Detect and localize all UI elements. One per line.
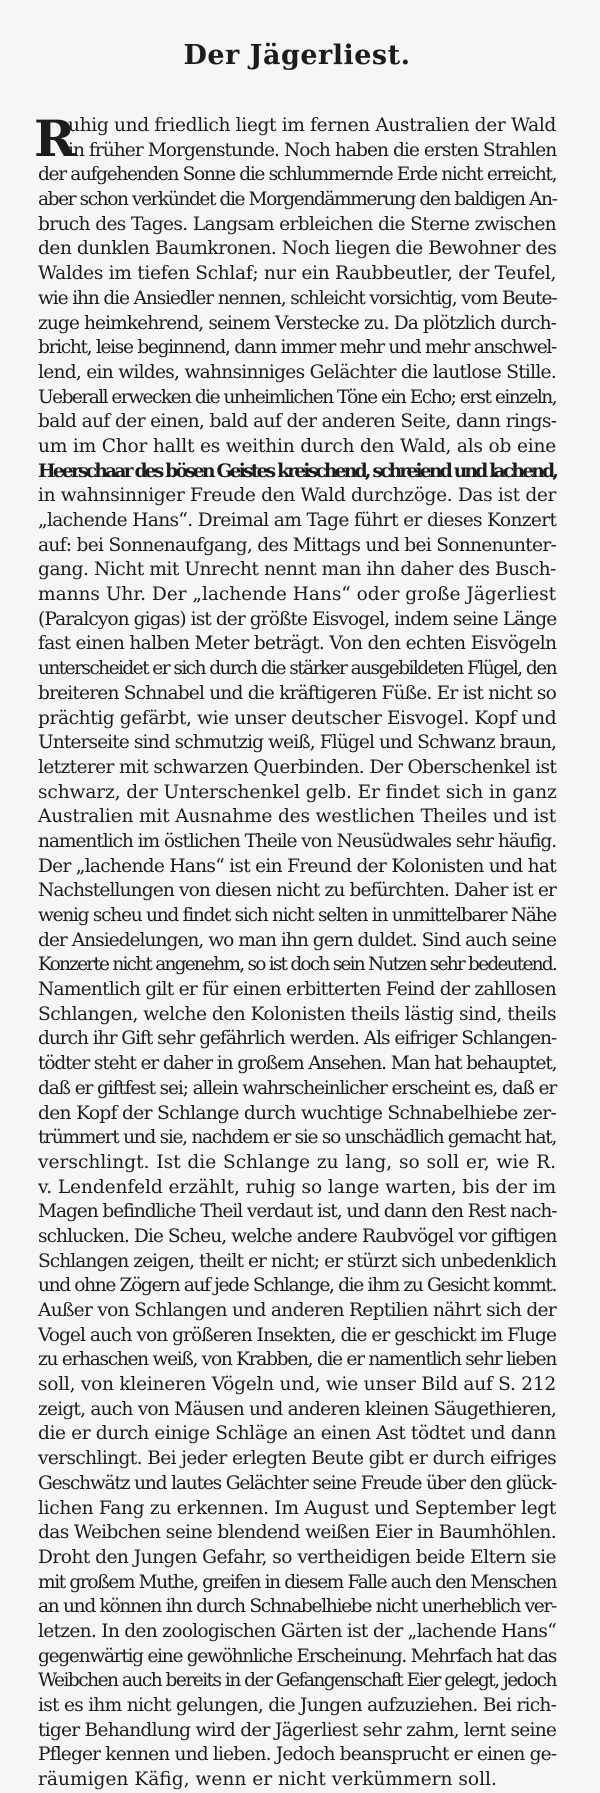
text-line: Außer von Schlangen und anderen Reptilien nährt sich der [38,1300,556,1321]
text-line: auf: bei Sonnenaufgang, des Mittags und bei Sonnenunter- [38,534,557,556]
text-line: zu erhaschen weiß, von Krabben, die er namentlich sehr lieben [38,1349,556,1371]
text-line: bruch des Tages. Langsam erbleichen die Sterne zwischen [38,213,556,235]
article-title: Der Jägerliest. [183,40,411,71]
text-line: Ueberall erwecken die unheimlichen Töne ein Echo; erst einzeln, [38,386,556,408]
text-line: uhig und friedlich liegt im fernen Australien der Wald [68,115,556,136]
text-line: Schlangen zeigen, theilt er nicht; er stürzt sich unbedenklich [38,1250,556,1272]
text-line: Unterseite sind schmutzig weiß, Flügel und Schwanz braun, [38,732,556,754]
text-line: Weibchen auch bereits in der Gefangenschaft Eier gelegt, jedoch [38,1670,556,1692]
text-line: mit großem Muthe, greifen in diesem Falle auch den Menschen [38,1571,557,1593]
text-line: verschlingt. Ist die Schlange zu lang, so soll er, wie R. [38,1151,556,1173]
text-line: Schlangen, welche den Kolonisten theils lästig sind, theils [38,1003,557,1025]
text-line: bricht, leise beginnend, dann immer mehr und mehr anschwel- [38,337,556,359]
text-line: unterscheidet er sich durch die stärker ausgebildeten Flügel, den [38,658,556,680]
text-line: fast einen halben Meter beträgt. Von den echten Eisvögeln [38,633,557,655]
text-line: Namentlich gilt er für einen erbitterten Feind der zahllosen [38,979,556,1001]
text-line: zuge heimkehrend, seinem Verstecke zu. Da plötzlich durch- [38,312,556,334]
text-line: Der „lachende Hans“ ist ein Freund der Kolonisten und hat [38,855,556,877]
text-line: letzterer mit schwarzen Querbinden. Der Oberschenkel ist [38,756,557,778]
text-line: gang. Nicht mit Unrecht nennt man ihn daher des Busch- [38,559,556,581]
text-line: in wahnsinniger Freude den Wald durchzöge. Das ist der [38,485,556,507]
text-line: das Weibchen seine blendend weißen Eier in Baumhöhlen. [38,1522,556,1544]
text-line: tödter steht er daher in großem Ansehen. Man hat behauptet, [38,1053,557,1075]
text-line: zeigt, auch von Mäusen und anderen kleinen Säugethieren, [38,1398,556,1420]
text-line: gegenwärtig eine gewöhnliche Erscheinung. Mehrfach hat das [38,1645,557,1667]
text-line: schwarz, der Unterschenkel gelb. Er findet sich in ganz [38,781,557,803]
text-line: Pfleger kennen und lieben. Jedoch beansprucht er einen ge- [38,1744,557,1766]
text-line: lichen Fang zu erkennen. Im August und September legt [38,1497,556,1519]
text-line: räumigen Käfig, wenn er nicht verkümmern soll. [38,1769,497,1791]
text-line: den Kopf der Schlange durch wuchtige Schnabelhiebe zer- [38,1102,557,1124]
text-line: Vogel auch von größeren Insekten, die er geschickt im Fluge [38,1324,556,1346]
text-line: soll, von kleineren Vögeln und, wie unser Bild auf S. 212 [38,1374,556,1396]
text-line: trümmert und sie, nachdem er sie so unschädlich gemacht hat, [38,1127,556,1149]
text-line: Konzerte nicht angenehm, so ist doch sein Nutzen sehr bedeutend. [38,954,556,976]
text-line: um im Chor hallt es weithin durch den Wald, als ob eine [38,435,556,457]
text-line: verschlingt. Bei jeder erlegten Beute gibt er durch eifriges [38,1448,556,1470]
text-line: breiteren Schnabel und die kräftigeren Füße. Er ist nicht so [38,682,556,704]
text-line: namentlich im östlichen Theile von Neusüdwales sehr häufig. [38,830,557,852]
text-line: Geschwätz und lautes Gelächter seine Freude über den glück- [38,1472,557,1494]
text-line: aber schon verkündet die Morgendämmerung den baldigen An- [38,189,557,211]
text-line: wie ihn die Ansiedler nennen, schleicht vorsichtig, vom Beute- [38,287,557,309]
text-line: tiger Behandlung wird der Jägerliest sehr zahm, lernt seine [38,1719,557,1741]
text-line: prächtig gefärbt, wie unser deutscher Eisvogel. Kopf und [38,707,557,729]
text-line: Waldes im tiefen Schlaf; nur ein Raubbeutler, der Teufel, [38,263,557,285]
text-line: die er durch einige Schläge an einen Ast tödtet und dann [38,1423,556,1445]
text-line: v. Lendenfeld erzählt, ruhig so lange warten, bis der im [38,1176,556,1198]
text-line: Droht den Jungen Gefahr, so vertheidigen beide Eltern sie [38,1546,556,1568]
text-line: Nachstellungen von diesen nicht zu befürchten. Daher ist er [38,880,556,902]
text-line: den dunklen Baumkronen. Noch liegen die Bewohner des [38,238,557,260]
text-line: durch ihr Gift sehr gefährlich werden. Als eifriger Schlangen- [38,1028,557,1050]
drop-cap: R [34,109,76,168]
text-line: in früher Morgenstunde. Noch haben die ersten Strahlen [68,139,557,161]
text-line: ist es ihm nicht gelungen, die Jungen aufzuziehen. Bei rich- [38,1695,557,1716]
text-line: schlucken. Die Scheu, welche andere Raubvögel vor giftigen [38,1225,557,1247]
text-line: der Ansiedelungen, wo man ihn gern duldet. Sind auch seine [38,929,556,951]
text-line: Magen befindliche Theil verdaut ist, und dann den Rest nach- [38,1201,557,1223]
text-line: Heerschaar des bösen Geistes kreischend, schreiend und lachend, [38,460,557,482]
text-line: „lachende Hans“. Dreimal am Tage führt er dieses Konzert [38,510,557,531]
text-line: manns Uhr. Der „lachende Hans“ oder große Jägerliest [38,584,556,606]
text-line: wenig scheu und findet sich nicht selten in unmittelbarer Nähe [38,905,556,926]
text-line: bald auf der einen, bald auf der anderen Seite, dann rings- [38,411,557,433]
text-line: der aufgehenden Sonne die schlummernde Erde nicht erreicht, [38,164,557,186]
text-line: an und können ihn durch Schnabelhiebe nicht unerheblich ver- [38,1596,556,1618]
text-line: letzen. In den zoologischen Gärten ist der „lachende Hans“ [38,1620,556,1642]
article-body [34,109,557,1793]
text-line: daß er giftfest sei; allein wahrscheinlicher erscheint es, daß er [38,1077,557,1099]
text-line: lend, ein wildes, wahnsinniges Gelächter die lautlose Stille. [38,361,556,383]
text-line: und ohne Zögern auf jede Schlange, die ihm zu Gesicht kommt. [38,1275,557,1297]
text-line: (Paralcyon gigas) ist der größte Eisvogel, indem seine Länge [38,608,557,630]
text-line: Australien mit Ausnahme des westlichen Theiles und ist [38,806,556,828]
